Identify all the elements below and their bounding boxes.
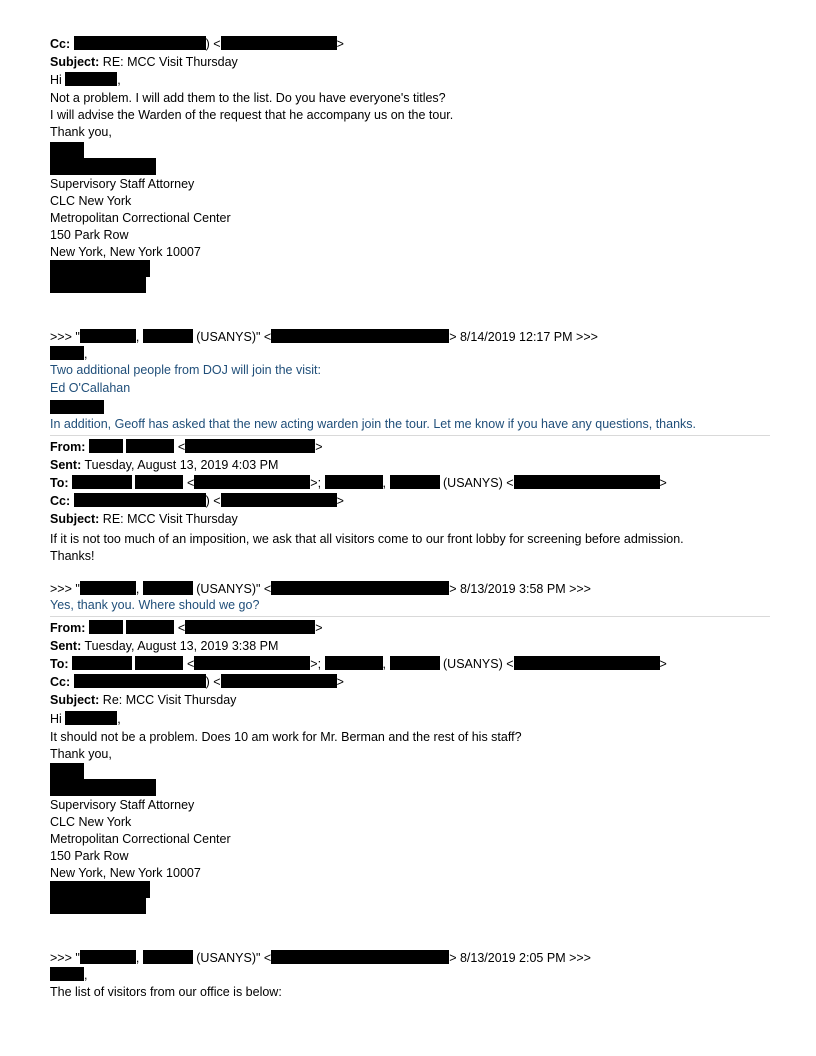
separator: < (177, 621, 186, 635)
body-line: Thank you, (50, 125, 112, 139)
subject-label: Subject: (50, 512, 100, 526)
separator: , (117, 73, 121, 87)
signature-line: 150 Park Row (50, 849, 129, 863)
quote-marker: >>> " (50, 951, 80, 965)
separator: , (382, 476, 387, 490)
signature-line: CLC New York (50, 194, 132, 208)
redaction (325, 656, 383, 670)
redaction (50, 763, 84, 780)
signature-line: New York, New York 10007 (50, 245, 201, 259)
sent-text: Tuesday, August 13, 2019 4:03 PM (84, 458, 279, 472)
redaction (514, 475, 660, 489)
redaction (221, 36, 337, 50)
from-label: From: (50, 440, 86, 454)
signature-line: 150 Park Row (50, 228, 129, 242)
body-line: Thanks! (50, 549, 95, 563)
greeting-text: Hi (50, 73, 62, 87)
separator: > (659, 657, 667, 671)
redaction (74, 674, 206, 688)
redaction (221, 493, 337, 507)
redaction (143, 329, 193, 343)
sent-line (50, 638, 278, 655)
redaction (271, 950, 449, 964)
redaction (50, 400, 104, 414)
separator: < (177, 440, 186, 454)
redaction (50, 142, 84, 159)
subject-line (50, 511, 238, 528)
redaction (221, 674, 337, 688)
separator: > (336, 37, 344, 51)
quote-line: The list of visitors from our office is below: (50, 985, 282, 999)
redaction (185, 439, 315, 453)
separator: , (382, 657, 387, 671)
body-line: Not a problem. I will add them to the list. Do you have everyone's titles? (50, 91, 446, 105)
greeting-text: Hi (50, 712, 62, 726)
quote-header (50, 950, 591, 967)
greeting (50, 711, 121, 728)
subject-label: Subject: (50, 693, 100, 707)
redaction (50, 881, 150, 898)
from-line (50, 620, 323, 637)
separator: > (659, 476, 667, 490)
sent-label: Sent: (50, 458, 82, 472)
redaction (50, 260, 150, 277)
sent-line (50, 457, 278, 474)
redaction (135, 656, 183, 670)
body-line: If it is not too much of an imposition, we ask that all visitors come to our front lobby for screening before admission. (50, 532, 684, 546)
redaction (89, 620, 123, 634)
redaction (65, 72, 117, 86)
cc-label: Cc: (50, 37, 71, 51)
sent-label: Sent: (50, 639, 82, 653)
separator: > (336, 675, 344, 689)
redaction (126, 620, 174, 634)
quote-salutation (50, 346, 87, 363)
subject-text: RE: MCC Visit Thursday (102, 512, 238, 526)
redaction (143, 581, 193, 595)
to-label: To: (50, 657, 69, 671)
subject-text: RE: MCC Visit Thursday (102, 55, 238, 69)
redaction (194, 475, 310, 489)
sent-text: Tuesday, August 13, 2019 3:38 PM (84, 639, 279, 653)
redaction (514, 656, 660, 670)
signature-line: CLC New York (50, 815, 132, 829)
signature-line: Metropolitan Correctional Center (50, 211, 231, 225)
divider (50, 616, 770, 617)
from-line (50, 439, 323, 456)
redaction (74, 36, 206, 50)
cc-line (50, 674, 344, 691)
separator: > (336, 494, 344, 508)
separator: ) < (205, 494, 221, 508)
redaction (390, 475, 440, 489)
greeting (50, 72, 121, 89)
separator: (USANYS) < (443, 657, 514, 671)
body-line: Thank you, (50, 747, 112, 761)
quote-marker: >>> " (50, 582, 80, 596)
redaction (80, 329, 136, 343)
separator: , (84, 968, 88, 982)
body-line: It should not be a problem. Does 10 am work for Mr. Berman and the rest of his staff? (50, 730, 522, 744)
redaction (390, 656, 440, 670)
redaction (74, 493, 206, 507)
quote-salutation (50, 967, 87, 984)
separator: > (315, 621, 323, 635)
separator: ) < (205, 675, 221, 689)
to-line (50, 475, 667, 492)
redaction (65, 711, 117, 725)
subject-line (50, 692, 236, 709)
quote-timestamp: > 8/13/2019 3:58 PM >>> (449, 582, 591, 596)
signature-line: Metropolitan Correctional Center (50, 832, 231, 846)
redaction (143, 950, 193, 964)
quote-header (50, 581, 591, 598)
redaction (80, 950, 136, 964)
separator: >; (310, 476, 322, 490)
separator: , (135, 330, 140, 344)
separator: (USANYS)" < (192, 951, 272, 965)
cc-label: Cc: (50, 494, 71, 508)
redaction (271, 329, 449, 343)
redaction (89, 439, 123, 453)
redaction (80, 581, 136, 595)
to-line (50, 656, 667, 673)
separator: >; (310, 657, 322, 671)
separator: (USANYS)" < (192, 330, 272, 344)
cc-line (50, 36, 344, 53)
quote-timestamp: > 8/14/2019 12:17 PM >>> (449, 330, 598, 344)
signature-line: Supervisory Staff Attorney (50, 798, 195, 812)
redaction (72, 656, 132, 670)
separator: (USANYS)" < (192, 582, 272, 596)
subject-text: Re: MCC Visit Thursday (102, 693, 237, 707)
quote-line: In addition, Geoff has asked that the new acting warden join the tour. Let me know if you have any questions, thanks. (50, 417, 697, 431)
signature-line: New York, New York 10007 (50, 866, 201, 880)
redaction (271, 581, 449, 595)
redaction (50, 897, 146, 914)
quote-timestamp: > 8/13/2019 2:05 PM >>> (449, 951, 591, 965)
to-label: To: (50, 476, 69, 490)
redaction (185, 620, 315, 634)
quote-line: Two additional people from DOJ will join the visit: (50, 363, 321, 377)
subject-line (50, 54, 238, 71)
separator: , (84, 347, 88, 361)
quote-line: Yes, thank you. Where should we go? (50, 598, 260, 612)
cc-line (50, 493, 344, 510)
separator: , (117, 712, 121, 726)
subject-label: Subject: (50, 55, 100, 69)
quote-header (50, 329, 598, 346)
redaction (72, 475, 132, 489)
cc-label: Cc: (50, 675, 71, 689)
redaction (126, 439, 174, 453)
redaction (50, 967, 84, 981)
separator: < (186, 476, 195, 490)
quote-line: Ed O'Callahan (50, 381, 131, 395)
separator: , (135, 951, 140, 965)
separator: ) < (205, 37, 221, 51)
separator: > (315, 440, 323, 454)
redaction (50, 779, 156, 796)
body-line: I will advise the Warden of the request that he accompany us on the tour. (50, 108, 454, 122)
separator: < (186, 657, 195, 671)
divider (50, 435, 770, 436)
separator: , (135, 582, 140, 596)
redaction (50, 346, 84, 360)
redaction (325, 475, 383, 489)
redaction (50, 276, 146, 293)
redaction (135, 475, 183, 489)
separator: (USANYS) < (443, 476, 514, 490)
redaction (194, 656, 310, 670)
redaction (50, 158, 156, 175)
from-label: From: (50, 621, 86, 635)
quote-marker: >>> " (50, 330, 80, 344)
signature-line: Supervisory Staff Attorney (50, 177, 195, 191)
